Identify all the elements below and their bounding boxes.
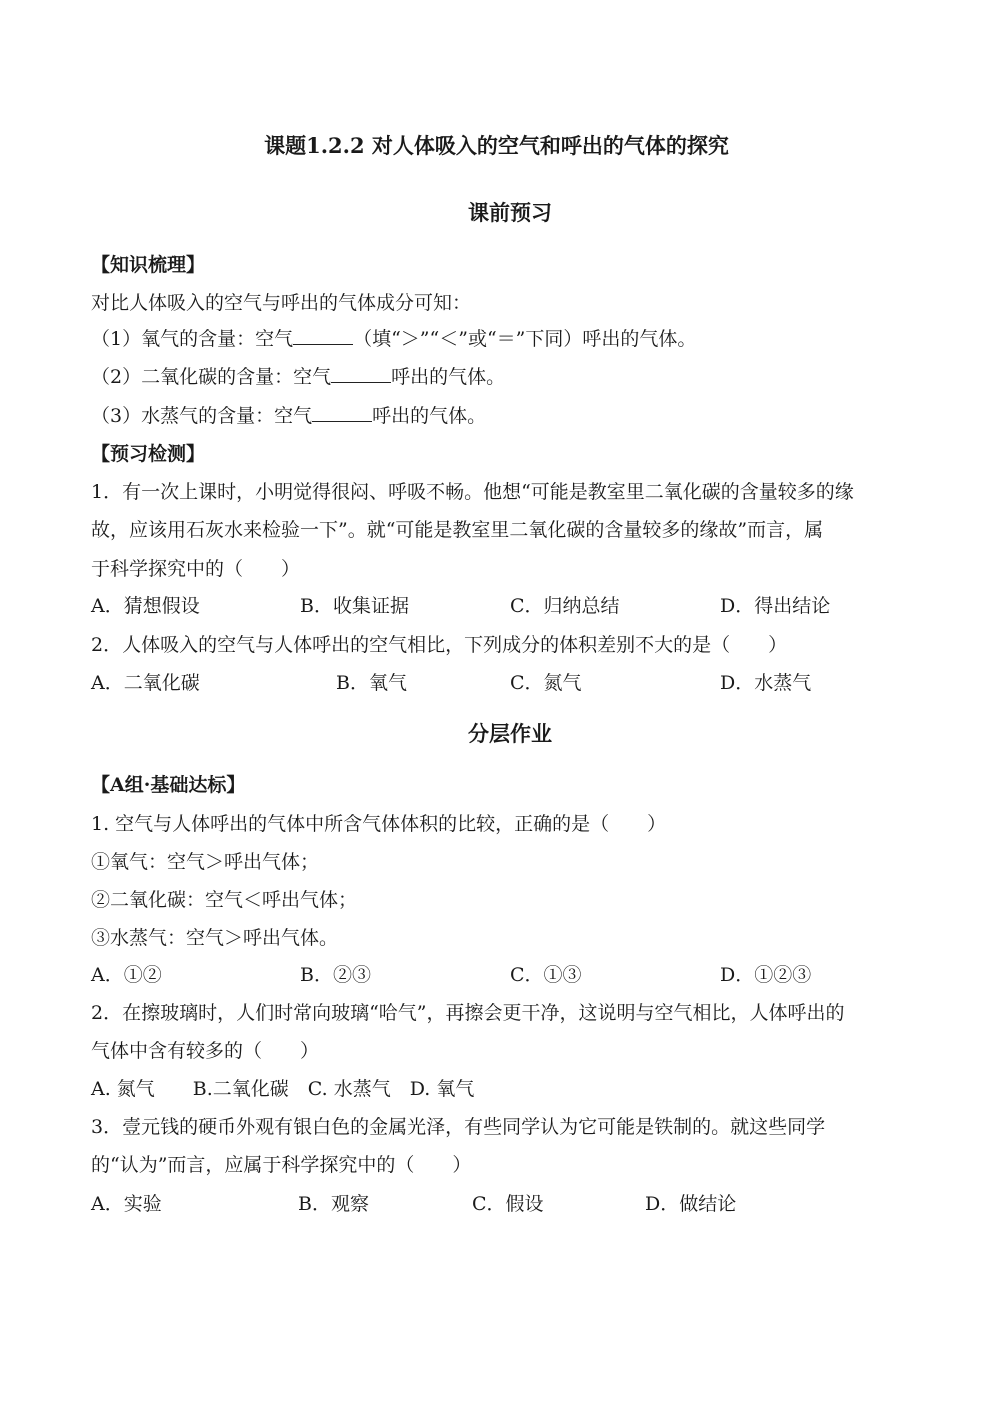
check-label: 【预习检测】: [91, 443, 206, 465]
preview-q2-option-d[interactable]: D．水蒸气: [720, 672, 812, 694]
preview-q1-line-3: 于科学探究中的（ ）: [91, 558, 301, 580]
hw-q3-option-d[interactable]: D．做结论: [645, 1193, 737, 1215]
preview-q2-option-b[interactable]: B．氧气: [336, 672, 407, 694]
hw-q3-line-1: 3．壹元钱的硬币外观有银白色的金属光泽，有些同学认为它可能是铁制的。就这些同学: [91, 1116, 826, 1138]
preview-q1-option-c[interactable]: C．归纳总结: [510, 595, 620, 617]
item-suffix: （填“＞”“＜”或“＝”下同）呼出的气体。: [353, 328, 697, 350]
answer-blank[interactable]: [331, 364, 391, 383]
preview-q1-line-1: 1．有一次上课时，小明觉得很闷、呼吸不畅。他想“可能是教室里二氧化碳的含量较多的缘: [91, 481, 854, 503]
preview-q1-option-a[interactable]: A．猜想假设: [91, 595, 200, 617]
hw-q2-options[interactable]: A. 氮气 B.二氧化碳 C. 水蒸气 D. 氧气: [91, 1078, 475, 1100]
homework-heading: 分层作业: [468, 721, 552, 746]
hw-q3-line-2: 的“认为”而言，应属于科学探究中的（ ）: [91, 1154, 472, 1176]
knowledge-label: 【知识梳理】: [91, 254, 206, 276]
preview-heading: 课前预习: [468, 200, 552, 225]
hw-q2-line-2: 气体中含有较多的（ ）: [91, 1040, 320, 1062]
preview-q2-option-a[interactable]: A．二氧化碳: [91, 672, 200, 694]
preview-q1-option-d[interactable]: D．得出结论: [720, 595, 831, 617]
hw-q1-option-a[interactable]: A．①②: [91, 964, 162, 986]
item-prefix: （1）氧气的含量：空气: [91, 328, 294, 350]
hw-q3-option-c[interactable]: C．假设: [472, 1193, 544, 1215]
page-title: 课题1.2.2 对人体吸入的空气和呼出的气体的探究: [264, 133, 729, 158]
hw-q1-option-c[interactable]: C．①③: [510, 964, 582, 986]
knowledge-item-3: [91, 403, 486, 429]
item-prefix: （3）水蒸气的含量：空气: [91, 405, 313, 427]
hw-q1-statement-1: ①氧气：空气＞呼出气体；: [91, 851, 320, 873]
hw-q1-text: 1. 空气与人体呼出的气体中所含气体体积的比较，正确的是（ ）: [91, 813, 667, 835]
preview-q2-text: 2．人体吸入的空气与人体呼出的空气相比，下列成分的体积差别不大的是（ ）: [91, 634, 788, 656]
preview-q1-line-2: 故，应该用石灰水来检验一下”。就“可能是教室里二氧化碳的含量较多的缘故”而言，属: [91, 519, 824, 541]
hw-q1-option-b[interactable]: B．②③: [300, 964, 371, 986]
preview-q1-option-b[interactable]: B．收集证据: [300, 595, 409, 617]
hw-q3-option-b[interactable]: B．观察: [298, 1193, 369, 1215]
group-label: 【A组·基础达标】: [91, 774, 246, 796]
hw-q1-statement-3: ③水蒸气：空气＞呼出气体。: [91, 927, 339, 949]
knowledge-item-1: [91, 326, 696, 352]
hw-q1-option-d[interactable]: D．①②③: [720, 964, 812, 986]
knowledge-intro: 对比人体吸入的空气与呼出的气体成分可知：: [91, 292, 472, 314]
item-suffix: 呼出的气体。: [372, 405, 487, 427]
item-suffix: 呼出的气体。: [391, 366, 506, 388]
preview-q2-option-c[interactable]: C．氮气: [510, 672, 582, 694]
hw-q1-statement-2: ②二氧化碳：空气＜呼出气体；: [91, 889, 358, 911]
answer-blank[interactable]: [293, 326, 353, 345]
hw-q2-line-1: 2．在擦玻璃时，人们时常向玻璃“哈气”，再擦会更干净，这说明与空气相比，人体呼出的: [91, 1002, 845, 1024]
answer-blank[interactable]: [312, 403, 372, 422]
knowledge-item-2: [91, 364, 505, 390]
item-prefix: （2）二氧化碳的含量：空气: [91, 366, 332, 388]
hw-q3-option-a[interactable]: A．实验: [91, 1193, 162, 1215]
